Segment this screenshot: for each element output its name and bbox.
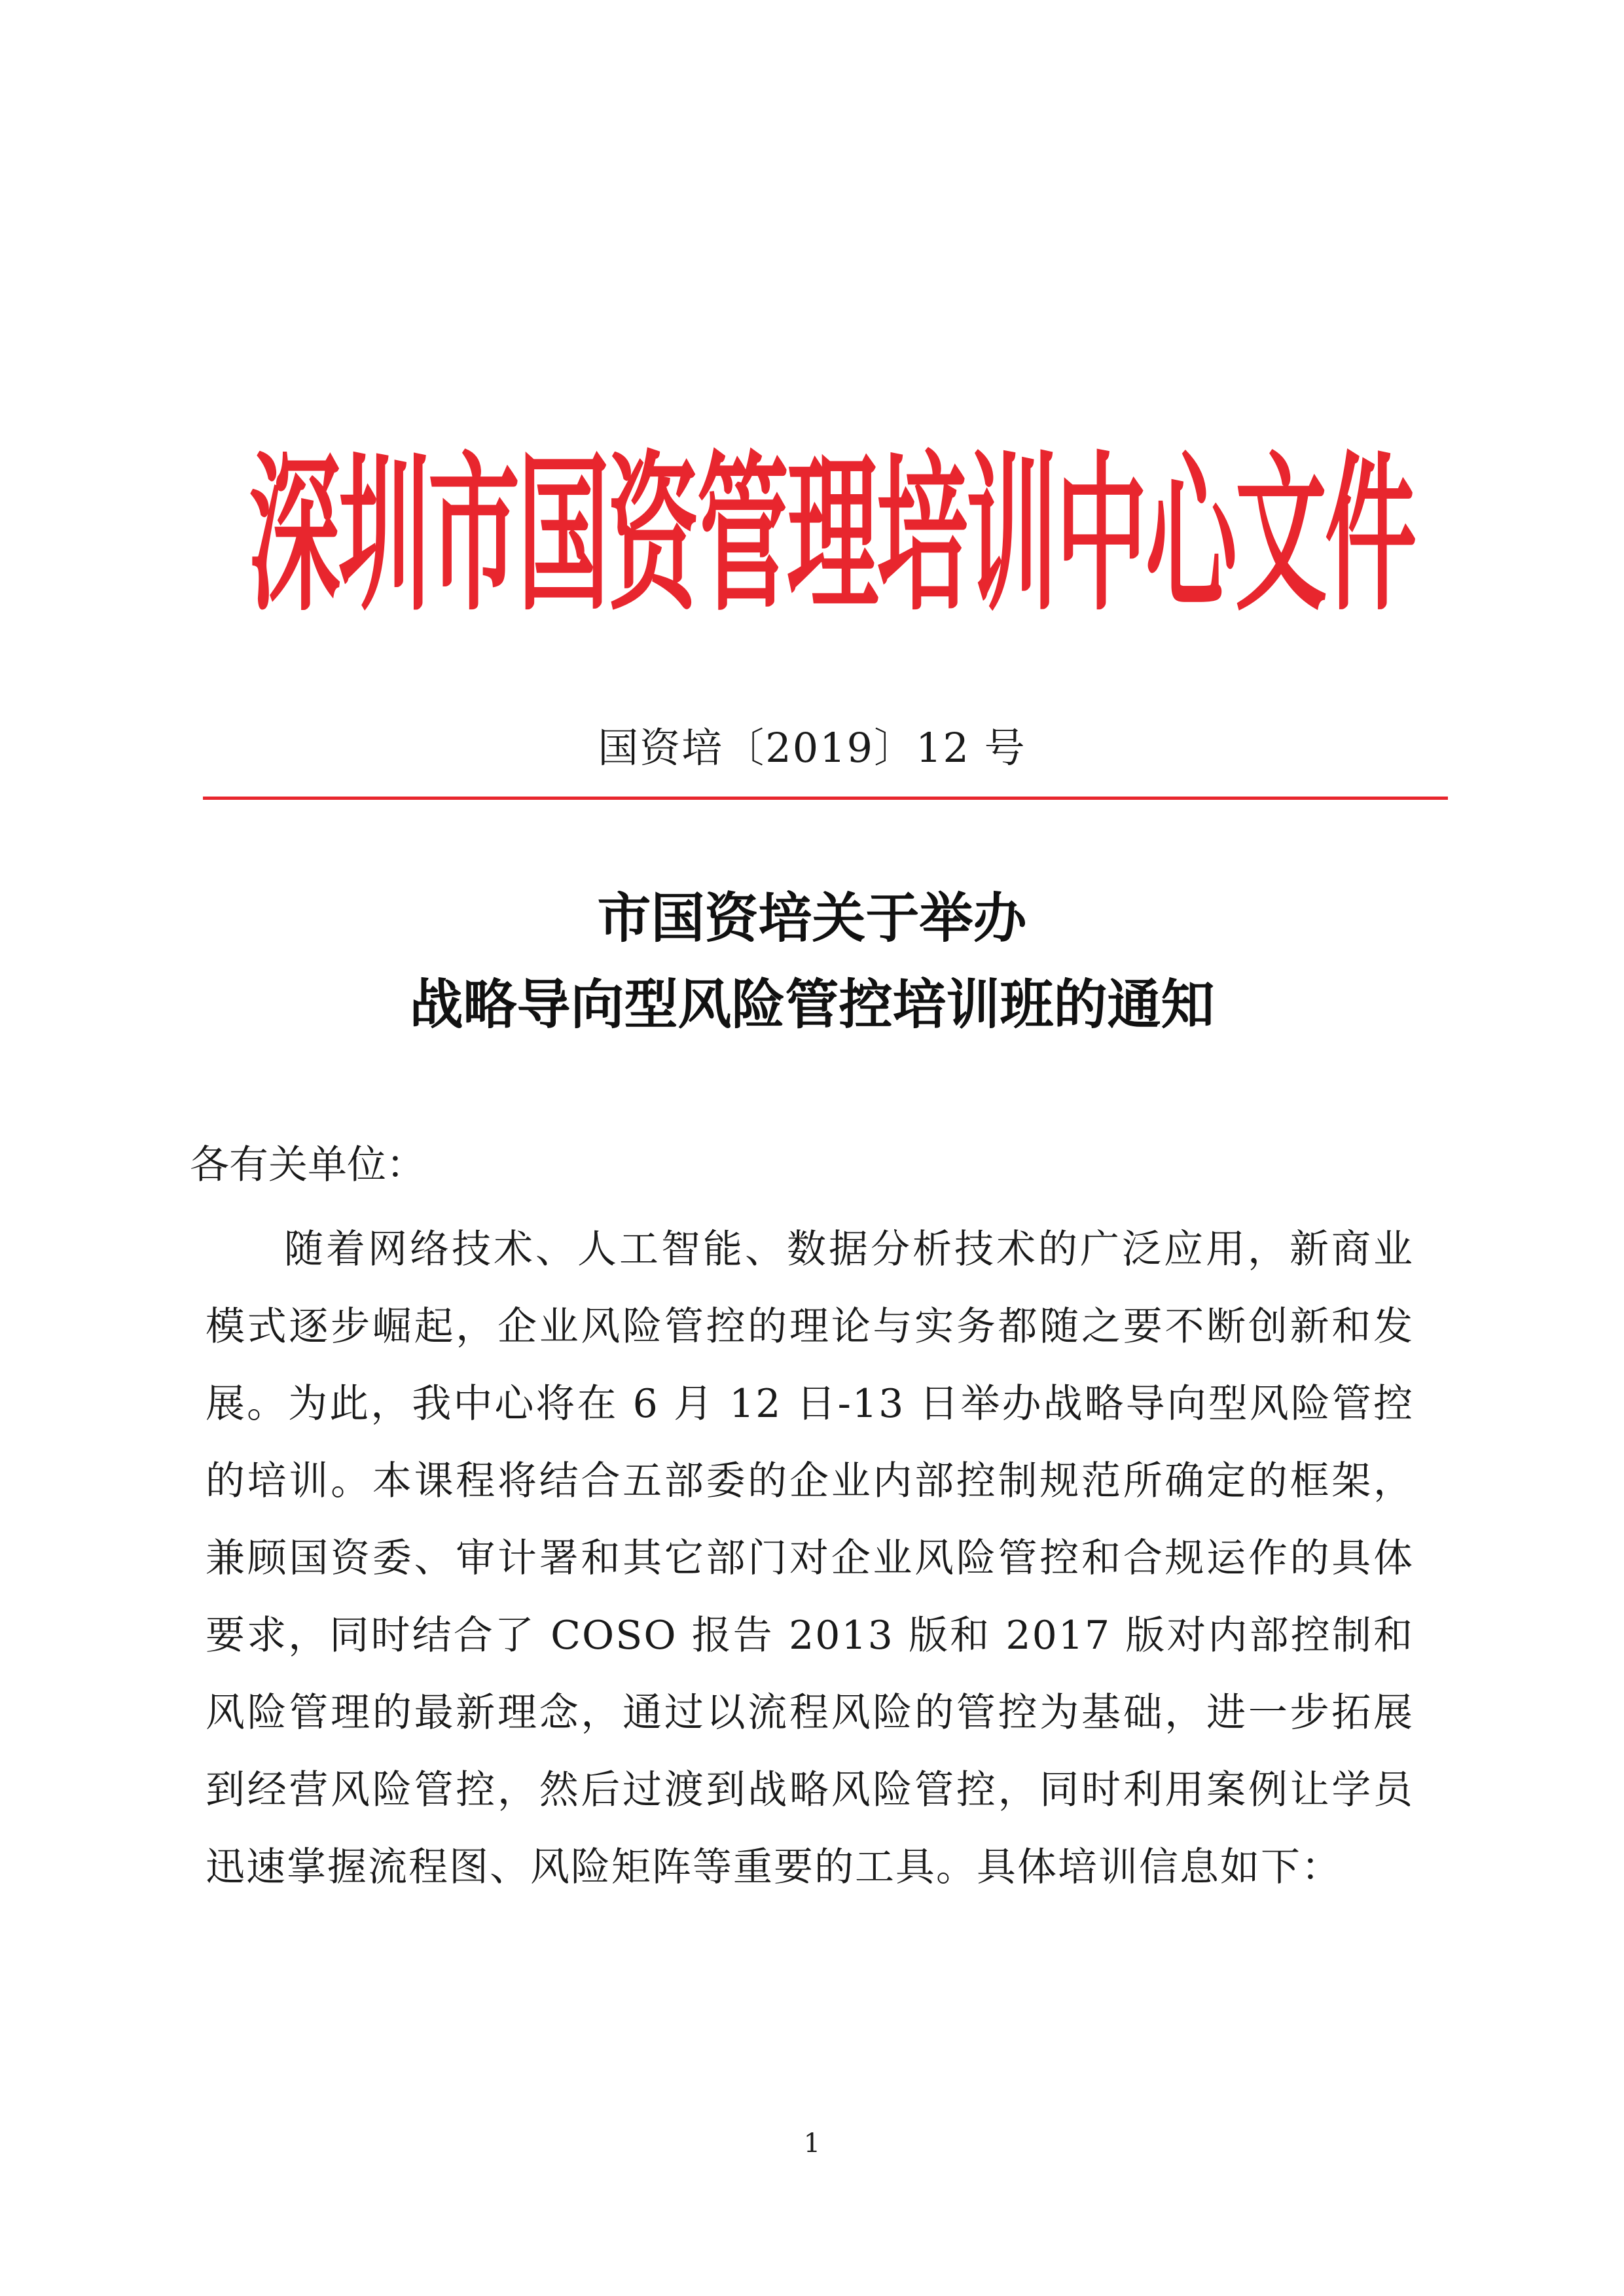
notice-title-line-2: 战略导向型风险管控培训班的通知 — [409, 973, 1215, 1036]
body-paragraph: 随着网络技术、人工智能、数据分析技术的广泛应用，新商业模式逐步崛起，企业风险管控的理论与实务都随之要不断创新和发展。为此，我中心将在 6 月 12 日-13 日举办战略导向型风险管控的培训。本课程将结合五部委的企业内部控制规范所确定的框架，兼顾国资委、审计署和其它部门对企业风险管控和合规运作的具体要求，同时结合了 COSO 报告 2013 版和 2017 版对内部控制和风险管理的最新理念，通过以流程风险的管控为基础，进一步拓展到经营风险管控，然后过渡到战略风险管控，同时利用案例让学员迅速掌握流程图、风险矩阵等重要的工具。具体培训信息如下： — [206, 1227, 1414, 1890]
masthead-title: 深圳市国资管理培训中心文件 — [249, 437, 1414, 635]
page-number: 1 — [803, 2128, 821, 2159]
notice-title-line-1: 市国资培关于举办 — [597, 887, 1027, 950]
red-divider-line — [203, 797, 1448, 800]
salutation: 各有关单位： — [190, 1142, 425, 1188]
document-number: 国资培〔2019〕12 号 — [598, 724, 1026, 772]
